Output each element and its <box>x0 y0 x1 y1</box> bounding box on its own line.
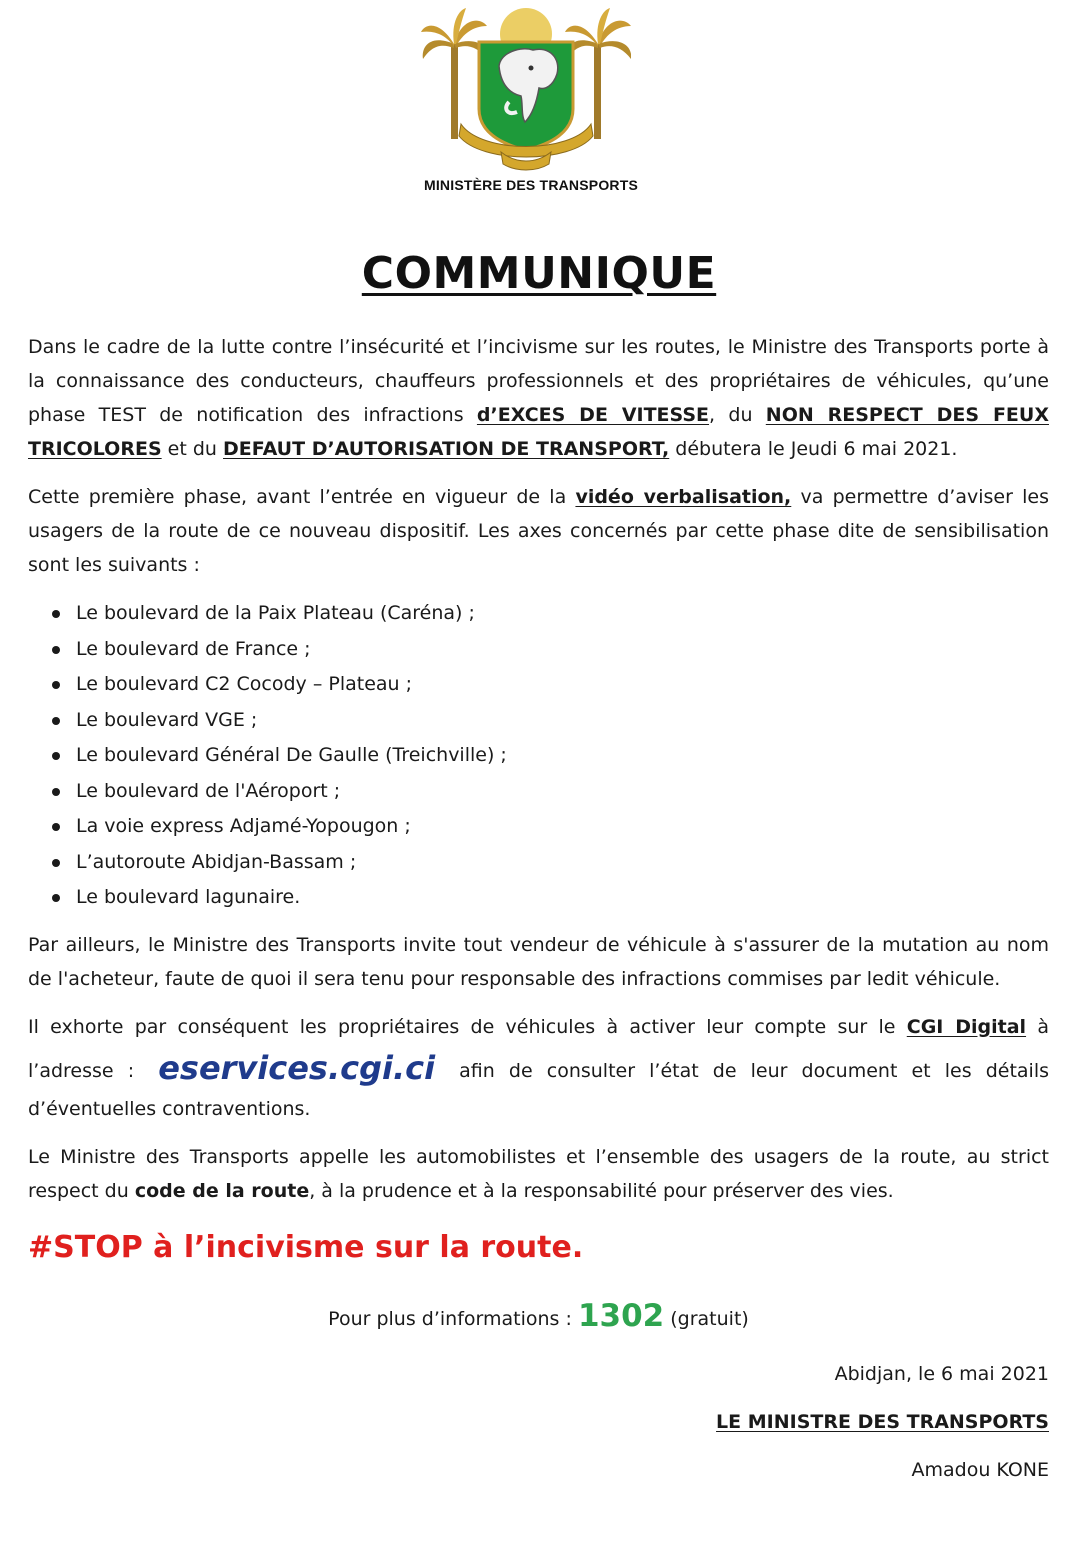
list-item: L’autoroute Abidjan-Bassam ; <box>52 845 1049 881</box>
header <box>0 4 1092 194</box>
highlight-speeding: d’EXCES DE VITESSE <box>476 404 710 426</box>
document-body <box>28 330 1049 1487</box>
page-title <box>0 248 1078 299</box>
signoff-title <box>28 1405 1049 1439</box>
coat-of-arms-icon <box>421 4 631 174</box>
text-segment: Cette première phase, avant l’entrée en vigueur de la <box>28 486 576 508</box>
info-note: (gratuit) <box>664 1307 749 1330</box>
text-segment: afin de consulter l’état de leur document et les détails d’éventuelles contraventions. <box>28 1059 1049 1120</box>
info-label: Pour plus d’informations : <box>328 1307 578 1330</box>
paragraph-cgi-digital <box>28 1010 1049 1126</box>
paragraph-announcement <box>28 330 1049 466</box>
right-palm-tree-icon <box>565 8 631 139</box>
highlight-video-verbalisation: vidéo verbalisation, <box>575 486 792 508</box>
highlight-code-de-la-route: code de la route <box>134 1179 310 1202</box>
signoff-name: Amadou KONE <box>911 1458 1049 1481</box>
highlight-traffic-lights: NON RESPECT DES FEUX TRICOLORES <box>28 404 1049 460</box>
signoff <box>28 1357 1049 1487</box>
text-segment: Le Ministre des Transports appelle les automobilistes et l’ensemble des usagers de la route, au strict respect du <box>28 1145 1049 1202</box>
paragraph-vendor-notice: Par ailleurs, le Ministre des Transports invite tout vendeur de véhicule à s'assurer de la mutation au nom de l'acheteur, faute de quoi il sera tenu pour responsable des infractions commises par ledit véhicule. <box>28 933 1049 990</box>
paragraph-first-phase <box>28 480 1049 582</box>
list-item: Le boulevard de l'Aéroport ; <box>52 774 1049 810</box>
text-segment: Dans le cadre de la lutte contre l’insécurité et l’incivisme sur les routes, le Ministre des Transports porte à la connaissance des conducteurs, chauffeurs professionnels et des propriétaires de véhicules, qu’une phase TEST de notification des infractions <box>28 336 1049 426</box>
list-item: Le boulevard lagunaire. <box>52 880 1049 916</box>
list-item: Le boulevard VGE ; <box>52 703 1049 739</box>
list-item: Le boulevard de France ; <box>52 632 1049 668</box>
paragraph-road-safety <box>28 1140 1049 1208</box>
ministry-label: MINISTÈRE DES TRANSPORTS <box>423 177 639 193</box>
text-segment: va permettre d’aviser les usagers de la route de ce nouveau dispositif. Les axes concernés par cette phase dite de sensibilisation sont les suivants : <box>28 486 1049 576</box>
text-segment: et du <box>161 438 224 460</box>
list-item: Le boulevard Général De Gaulle (Treichville) ; <box>52 738 1049 774</box>
eservices-link[interactable]: eservices.cgi.ci <box>158 1048 436 1087</box>
text-segment: , à la prudence et à la responsabilité pour préserver des vies. <box>309 1179 894 1202</box>
list-item: La voie express Adjamé-Yopougon ; <box>52 809 1049 845</box>
text-segment: à l’adresse : <box>28 1015 1049 1082</box>
axes-list <box>28 596 1049 916</box>
stop-slogan: #STOP à l’incivisme sur la route. <box>28 1229 584 1265</box>
list-item: Le boulevard C2 Cocody – Plateau ; <box>52 667 1049 703</box>
hotline-number[interactable]: 1302 <box>577 1297 665 1334</box>
title-text: COMMUNIQUE <box>361 248 717 299</box>
text-segment: Il exhorte par conséquent les propriétaires de véhicules à activer leur compte sur le <box>28 1015 907 1038</box>
list-item: Le boulevard de la Paix Plateau (Caréna) ; <box>52 596 1049 632</box>
info-line <box>28 1296 1049 1339</box>
text-segment: débutera le Jeudi 6 mai 2021. <box>669 438 958 460</box>
text-segment: , du <box>709 404 766 426</box>
signoff-date: Abidjan, le 6 mai 2021 <box>834 1362 1049 1385</box>
highlight-cgi-digital: CGI Digital <box>906 1015 1027 1038</box>
left-palm-tree-icon <box>421 8 487 139</box>
minister-title-text: LE MINISTRE DES TRANSPORTS <box>716 1410 1049 1433</box>
highlight-transport-authorization: DEFAUT D’AUTORISATION DE TRANSPORT, <box>223 438 670 460</box>
